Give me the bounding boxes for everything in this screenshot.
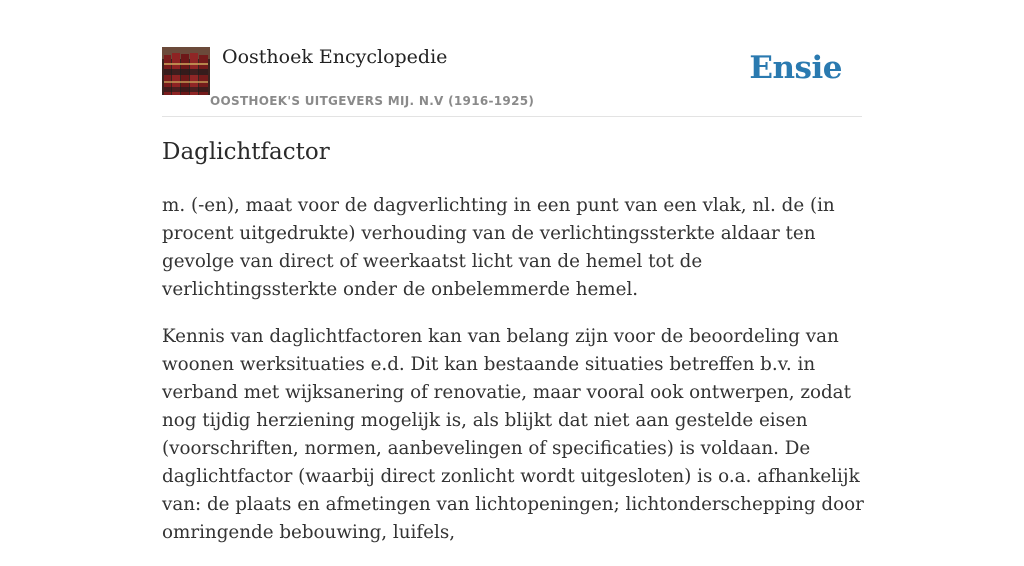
entry-paragraph: m. (-en), maat voor de dagverlichting in een punt van een vlak, nl. de (in procent uitgedrukte) verhouding van de verlichtingssterkte aldaar ten gevolge van direct of weerkaatst licht van de hemel tot de verlichtingssterkte onder de onbelemmerde hemel.	[162, 195, 835, 300]
entry-body	[162, 192, 870, 566]
publication-avatar-icon[interactable]	[162, 47, 210, 95]
book-spines-icon	[162, 47, 210, 95]
brand-logo[interactable]: Ensie	[749, 50, 842, 86]
entry-title: Daglichtfactor	[162, 139, 330, 165]
publication-header	[162, 46, 862, 117]
entry-paragraph: Kennis van daglichtfactoren kan van belang zijn voor de beoordeling van woonen werksituaties e.d. Dit kan bestaande situaties betreffen b.v. in verband met wijksanering of renovatie, maar vooral ook ontwerpen, zodat nog tijdig herziening mogelijk is, als blijkt dat niet aan gestelde eisen (voorschriften, normen, aanbevelingen of specificaties) is voldaan. De daglichtfactor (waarbij direct zonlicht wordt uitgesloten) is o.a. afhankelijk van: de plaats en afmetingen van lichtopeningen; lichtonderschepping door omringende bebouwing, luifels,	[162, 326, 864, 543]
publication-subtitle: OOSTHOEK'S UITGEVERS MIJ. N.V (1916-1925)	[210, 94, 535, 108]
publication-title[interactable]: Oosthoek Encyclopedie	[222, 46, 448, 68]
